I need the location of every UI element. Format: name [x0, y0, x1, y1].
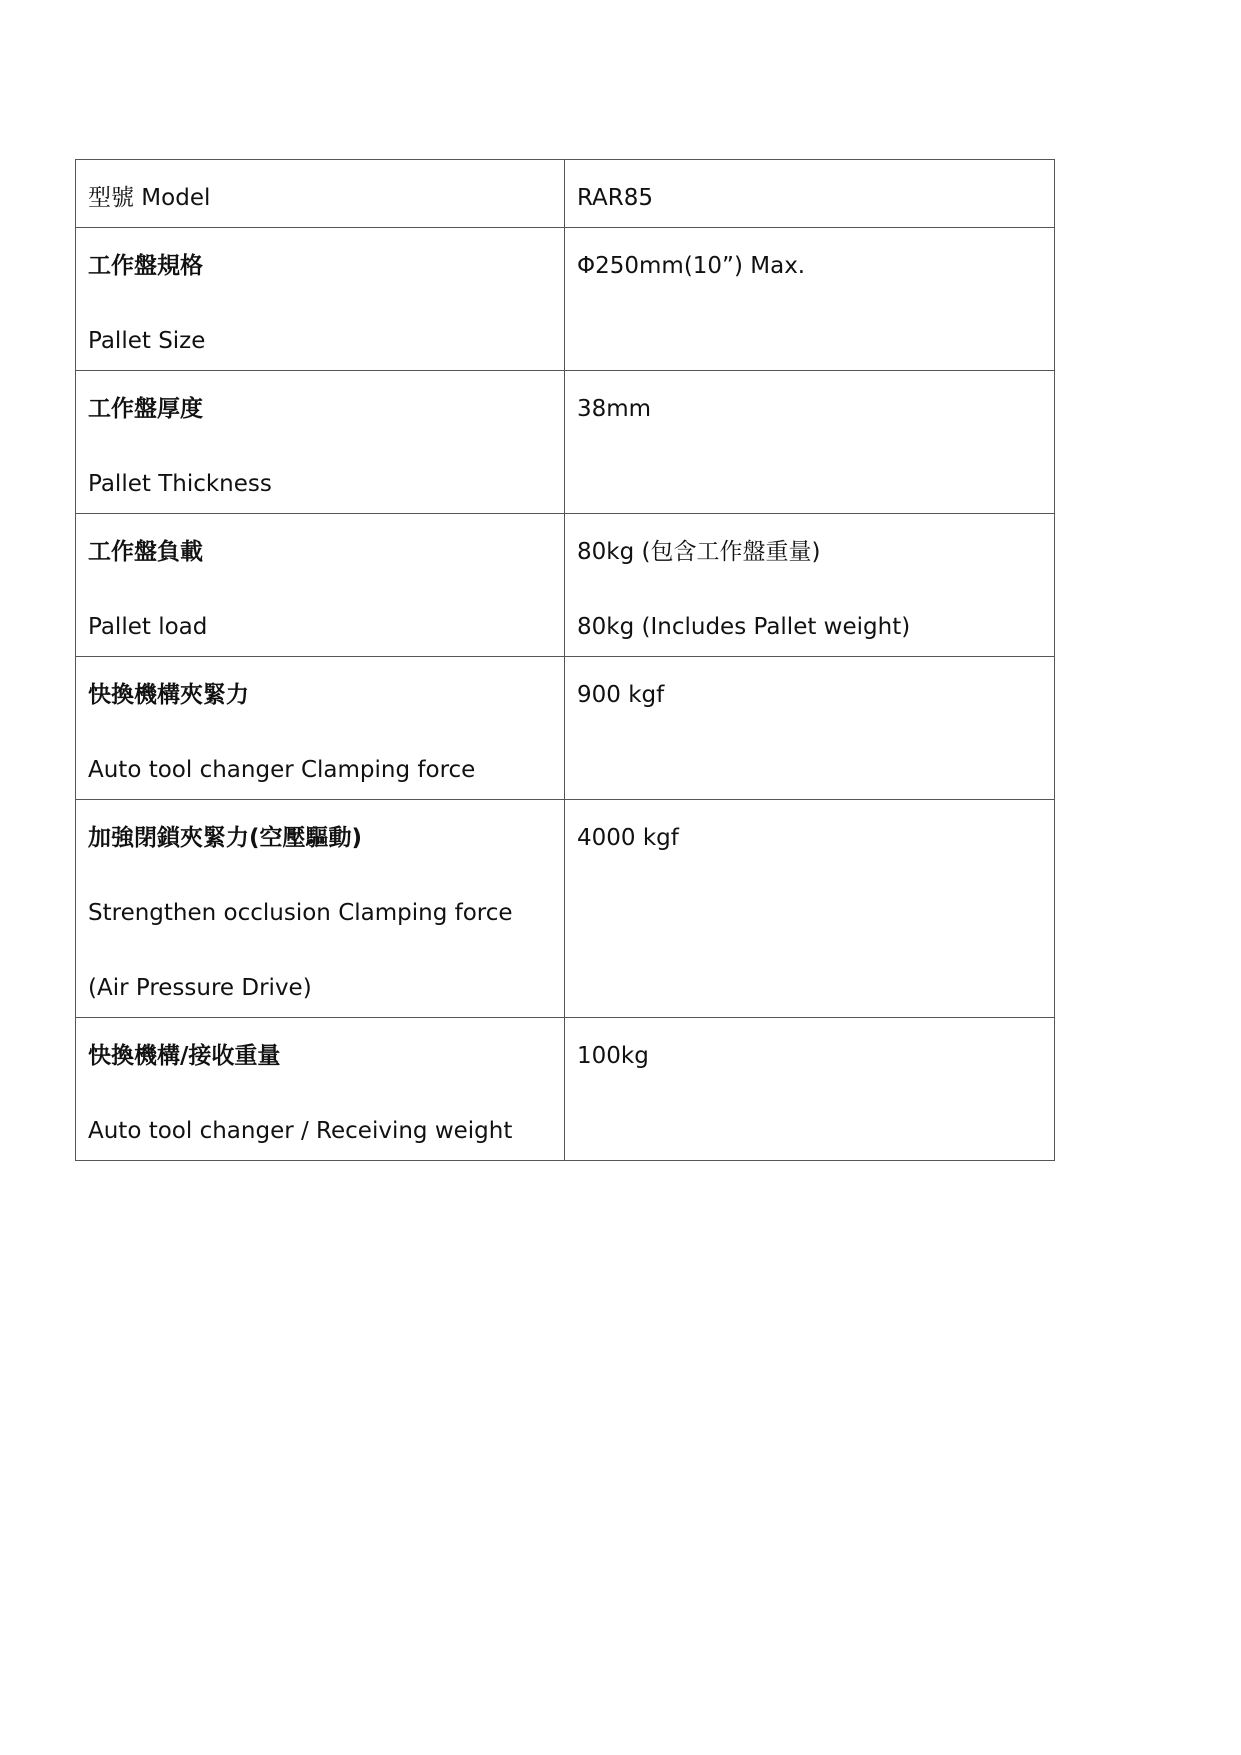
spec-value-line: 80kg (Includes Pallet weight): [577, 614, 911, 640]
spec-label-cell: [76, 657, 565, 800]
spec-label-line: Pallet Thickness: [88, 471, 272, 497]
spec-value-cell: [565, 160, 1055, 228]
spec-label-line: 加強閉鎖夾緊力(空壓驅動): [88, 825, 363, 851]
spec-label-cell: [76, 371, 565, 514]
spec-label-line: Pallet load: [88, 614, 208, 640]
spec-label-cell: [76, 1018, 565, 1161]
spec-label-line: 工作盤厚度: [88, 396, 203, 422]
spec-label-line: Auto tool changer Clamping force: [88, 757, 476, 783]
table-row: [76, 160, 1055, 228]
spec-value-cell: [565, 1018, 1055, 1161]
spec-value-cell: [565, 800, 1055, 1018]
spec-label-line: 工作盤規格: [88, 253, 203, 279]
spec-label-cell: [76, 160, 565, 228]
spec-label-line: 快換機構/接收重量: [88, 1043, 281, 1069]
spec-value-cell: [565, 657, 1055, 800]
spec-value-line: 100kg: [577, 1043, 649, 1069]
spec-label-cell: [76, 800, 565, 1018]
spec-value-line: 4000 kgf: [577, 825, 679, 851]
spec-value-cell: [565, 371, 1055, 514]
table-row: [76, 1018, 1055, 1161]
table-row: [76, 800, 1055, 1018]
spec-value-cell: [565, 514, 1055, 657]
spec-value-line: Φ250mm(10”) Max.: [577, 253, 806, 279]
spec-label-line: 快換機構夾緊力: [88, 682, 249, 708]
spec-value-line: 900 kgf: [577, 682, 665, 708]
spec-table: [75, 159, 1055, 1161]
spec-label-line: 工作盤負載: [88, 539, 203, 565]
spec-label-line: (Air Pressure Drive): [88, 975, 312, 1001]
table-row: [76, 371, 1055, 514]
spec-label-line: Strengthen occlusion Clamping force: [88, 900, 513, 926]
spec-value-cell: [565, 228, 1055, 371]
spec-value-line: 80kg (包含工作盤重量): [577, 539, 821, 565]
spec-value-line: RAR85: [577, 185, 654, 211]
spec-label-line: Auto tool changer / Receiving weight: [88, 1118, 513, 1144]
spec-label-cell: [76, 514, 565, 657]
table-row: [76, 657, 1055, 800]
spec-value-line: 38mm: [577, 396, 652, 422]
spec-label-cell: [76, 228, 565, 371]
table-row: [76, 228, 1055, 371]
table-row: [76, 514, 1055, 657]
spec-label-line: Pallet Size: [88, 328, 206, 354]
spec-label-line: 型號 Model: [88, 185, 211, 211]
